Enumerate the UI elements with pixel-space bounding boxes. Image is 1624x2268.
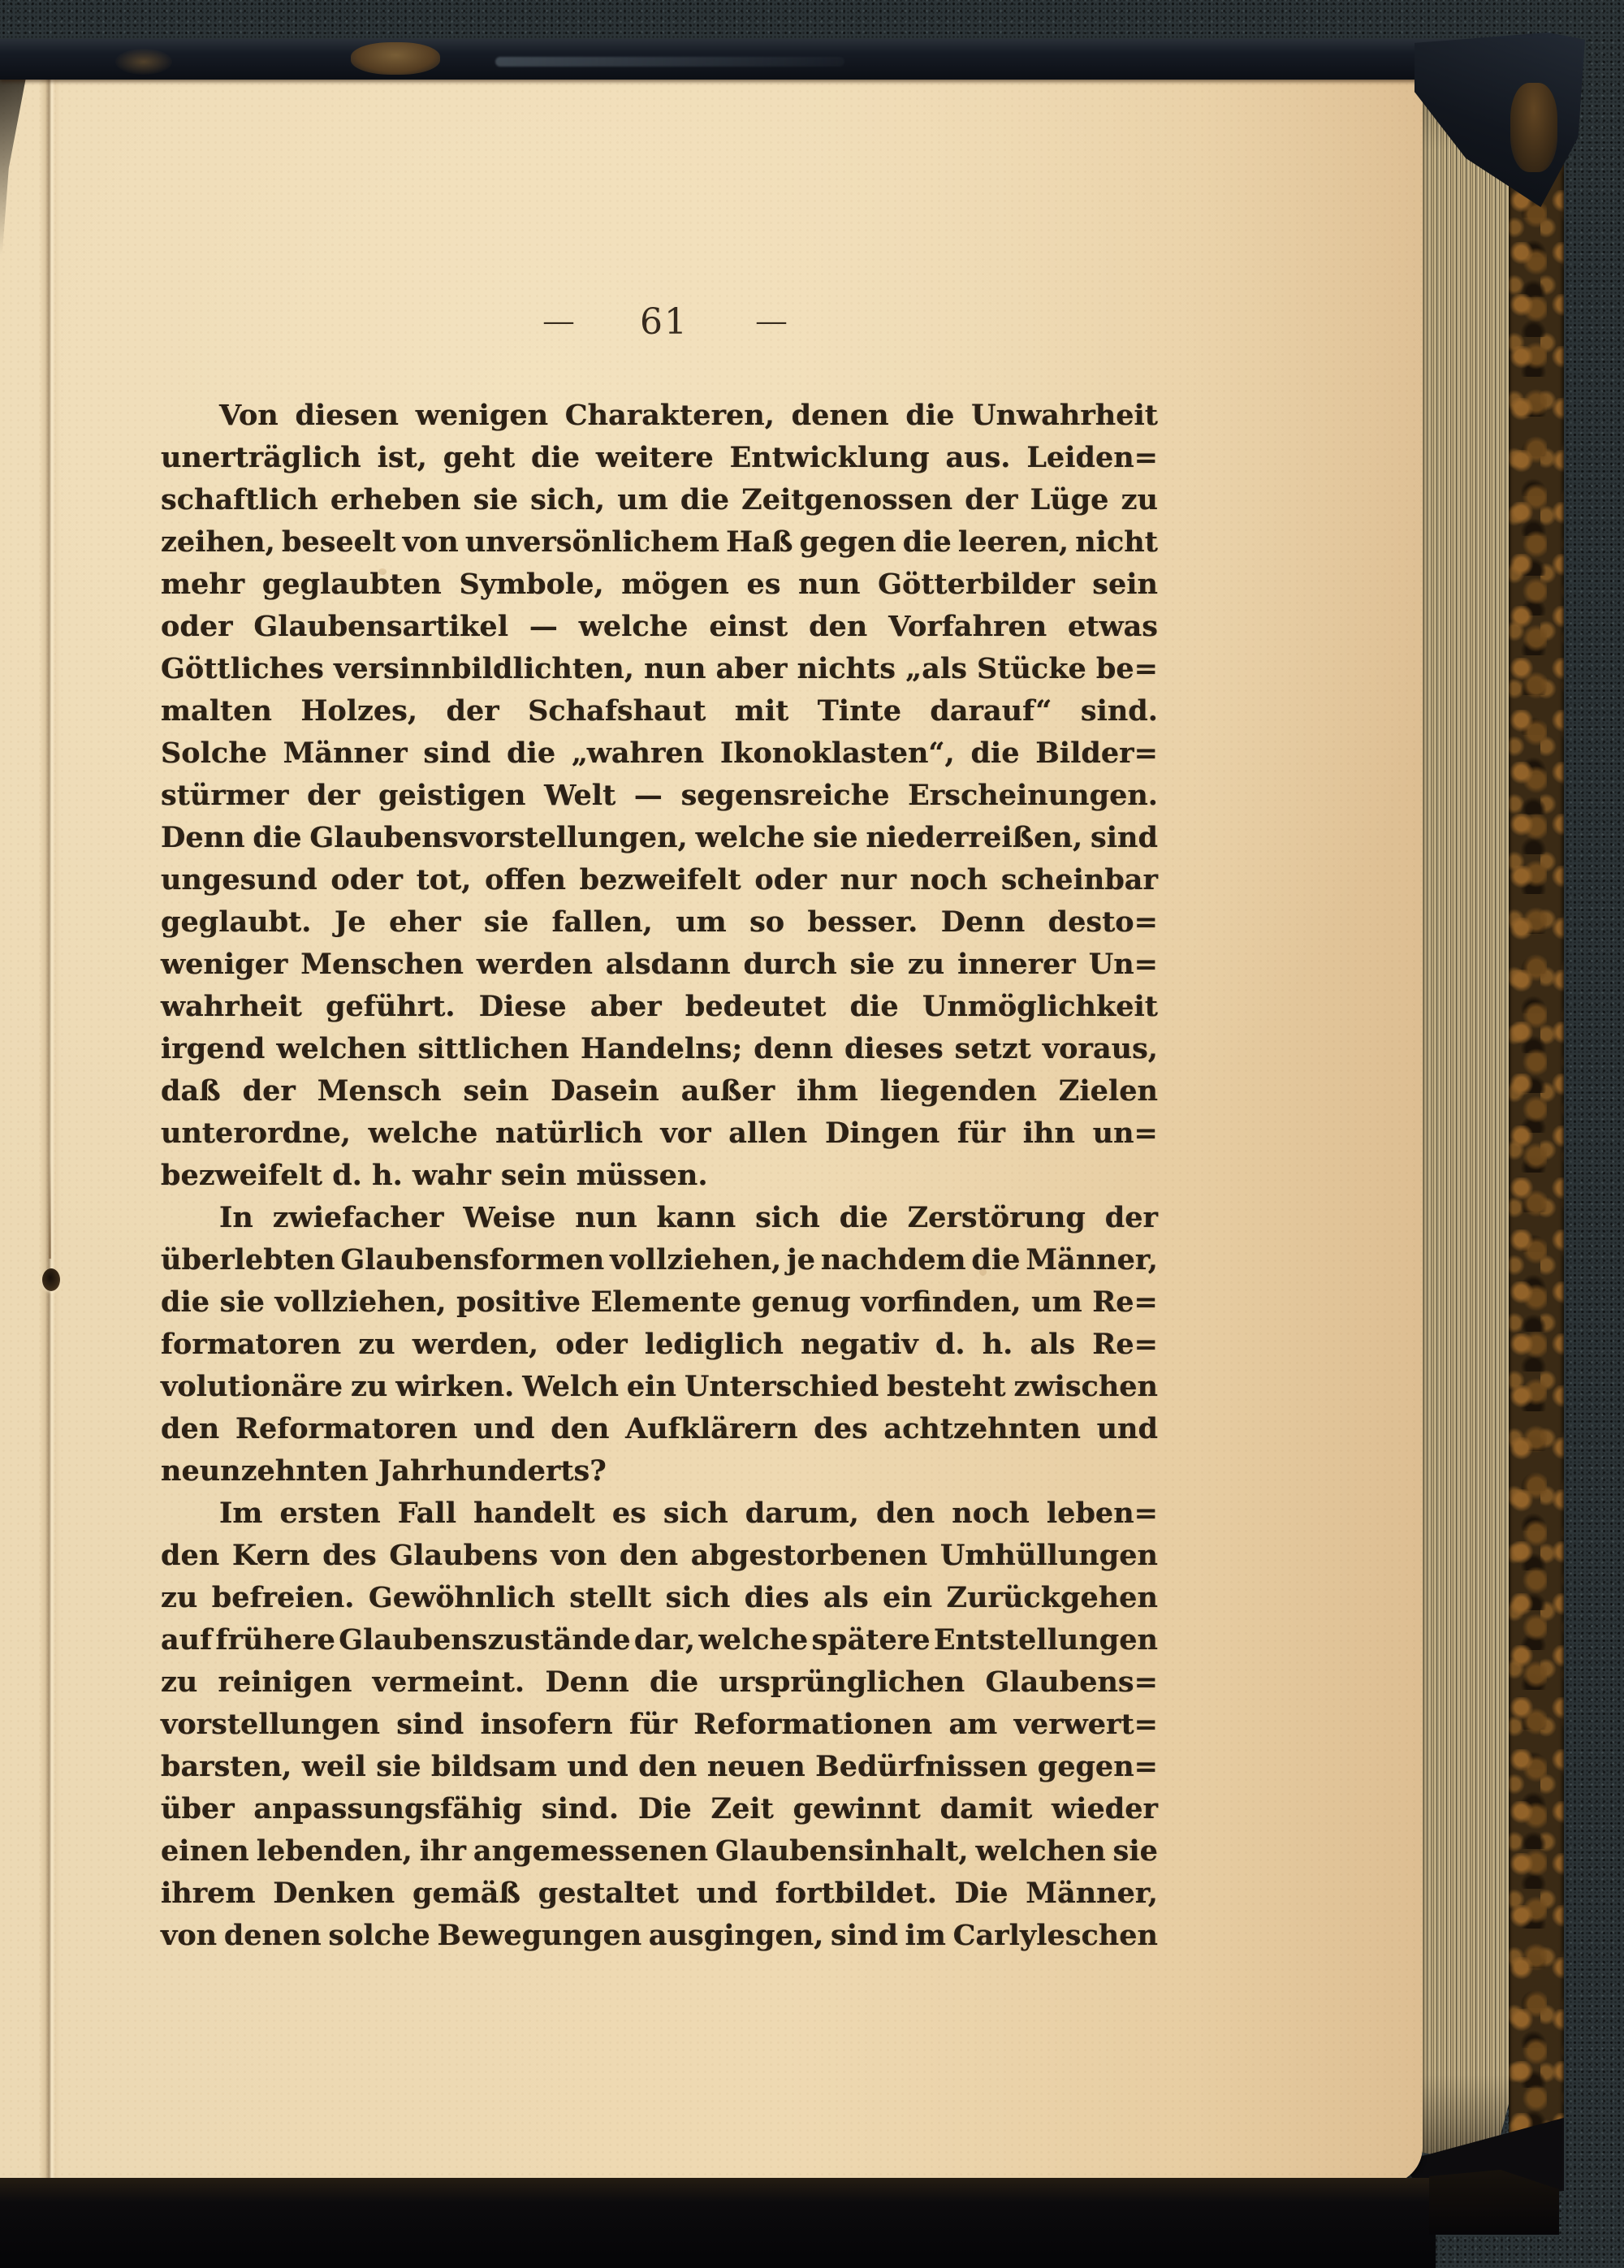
leather-cover-edge — [1509, 138, 1564, 2150]
text-line: ihrem Denken gemäß gestaltet und fortbildet. Die Männer, — [161, 1877, 1158, 1910]
text-line: barsten, weil sie bildsam und den neuen Bedürfnissen gegen= — [161, 1750, 1158, 1783]
text-line: den Kern des Glaubens von den abgestorbenen Umhüllungen — [161, 1539, 1158, 1572]
text-line: wahrheit geführt. Diese aber bedeutet die Unmöglichkeit — [161, 990, 1158, 1023]
text-line: Göttliches versinnbildlichten, nun aber nichts „als Stücke be= — [161, 652, 1158, 685]
text-line: malten Holzes, der Schafshaut mit Tinte darauf“ sind. — [161, 694, 1158, 728]
header-dash-right: — — [755, 306, 786, 337]
text-line: über anpassungsfähig sind. Die Zeit gewinnt damit wieder — [161, 1792, 1158, 1825]
text-line: geglaubt. Je eher sie fallen, um so besser. Denn desto= — [161, 905, 1158, 939]
text-line: neunzehnten Jahrhunderts? — [161, 1454, 607, 1488]
text-line: stürmer der geistigen Welt — segensreiche Erscheinungen. — [161, 779, 1158, 812]
text-line: überlebten Glaubensformen vollziehen, je nachdem die Männer, — [161, 1243, 1158, 1277]
page-number: 61 — [640, 300, 689, 343]
book-cover-top-edge — [0, 39, 1527, 80]
text-line: volutionäre zu wirken. Welch ein Unterschied besteht zwischen — [161, 1370, 1158, 1403]
text-line: Im ersten Fall handelt es sich darum, den noch leben= — [219, 1497, 1158, 1530]
text-line: formatoren zu werden, oder lediglich negativ d. h. als Re= — [161, 1328, 1158, 1361]
text-line: schaftlich erheben sie sich, um die Zeitgenossen der Lüge zu — [161, 483, 1158, 516]
text-line: zu befreien. Gewöhnlich stellt sich dies als ein Zurückgehen — [161, 1581, 1158, 1614]
text-line: Solche Männer sind die „wahren Ikonoklasten“, die Bilder= — [161, 737, 1158, 770]
page-fore-edge-stack — [1419, 67, 1514, 2158]
gutter-crease — [39, 73, 60, 2184]
text-line: die sie vollziehen, positive Elemente genug vorfinden, um Re= — [161, 1285, 1158, 1319]
cover-corner-worn-patch — [1510, 83, 1557, 172]
text-block — [161, 395, 1158, 1957]
text-line: Denn die Glaubensvorstellungen, welche sie niederreißen, sind — [161, 821, 1158, 854]
text-line: oder Glaubensartikel — welche einst den Vorfahren etwas — [161, 610, 1158, 643]
text-line: bezweifelt d. h. wahr sein müssen. — [161, 1159, 708, 1192]
cover-worn-patch — [115, 49, 172, 75]
text-line: Von diesen wenigen Charakteren, denen die Unwahrheit — [219, 399, 1158, 432]
cover-worn-patch — [351, 42, 440, 75]
text-line: irgend welchen sittlichen Handelns; denn dieses setzt voraus, — [161, 1032, 1158, 1065]
text-line: weniger Menschen werden alsdann durch sie zu innerer Un= — [161, 948, 1158, 981]
binding-hole — [42, 1268, 60, 1291]
header-dash-left: — — [542, 306, 573, 337]
page-header — [542, 297, 786, 346]
text-line: daß der Mensch sein Dasein außer ihm liegenden Zielen — [161, 1074, 1158, 1108]
text-line: zeihen, beseelt von unversönlichem Haß gegen die leeren, nicht — [161, 525, 1158, 559]
text-line: zu reinigen vermeint. Denn die ursprünglichen Glaubens= — [161, 1665, 1158, 1699]
text-line: einen lebenden, ihr angemessenen Glaubensinhalt, welchen sie — [161, 1834, 1158, 1868]
text-line: unterordne, welche natürlich vor allen Dingen für ihn un= — [161, 1117, 1158, 1150]
binding-thread — [49, 1161, 51, 1259]
text-line: mehr geglaubten Symbole, mögen es nun Götterbilder sein — [161, 568, 1158, 601]
text-line: vorstellungen sind insofern für Reformationen am verwert= — [161, 1708, 1158, 1741]
book-page — [0, 71, 1423, 2184]
text-line: ungesund oder tot, offen bezweifelt oder nur noch scheinbar — [161, 863, 1158, 896]
text-line: auf frühere Glaubenszustände dar, welche spätere Entstellungen — [161, 1623, 1158, 1657]
text-line: In zwiefacher Weise nun kann sich die Zerstörung der — [219, 1201, 1158, 1234]
text-line: von denen solche Bewegungen ausgingen, sind im Carlyleschen — [161, 1919, 1158, 1952]
book-cover-bottom-edge — [0, 2178, 1436, 2268]
text-line: den Reformatoren und den Aufklärern des achtzehnten und — [161, 1412, 1158, 1445]
text-line: unerträglich ist, geht die weitere Entwicklung aus. Leiden= — [161, 441, 1158, 474]
cover-scuff-mark — [495, 57, 844, 67]
